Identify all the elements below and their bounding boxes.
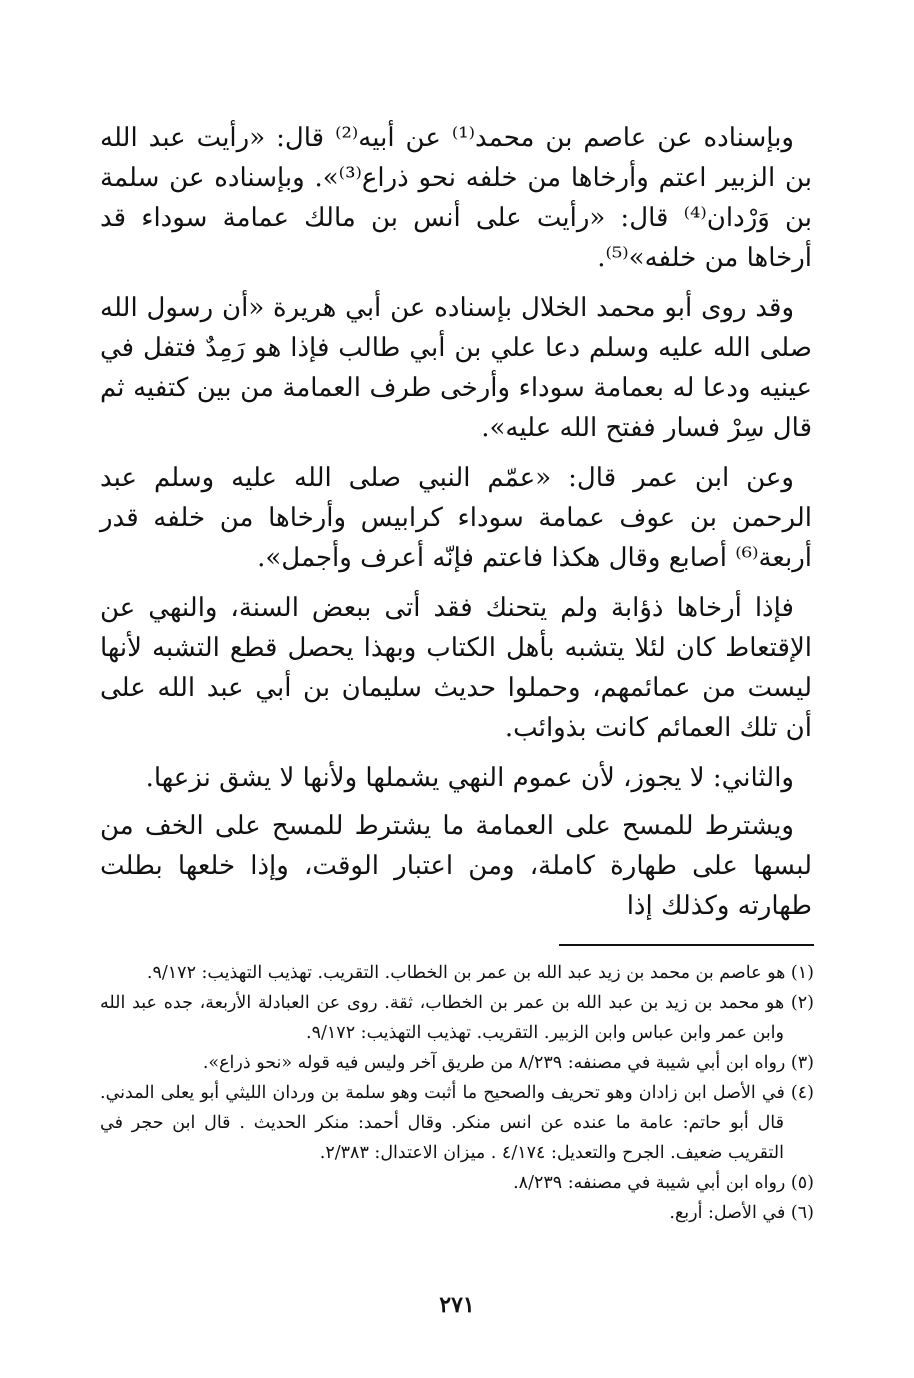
paragraph-5: والثاني: لا يجوز، لأن عموم النهي يشملها ولأنها لا يشق نزعها. — [145, 763, 794, 793]
page-number: ٢٧١ — [439, 1292, 475, 1318]
footnote-4: (٤) في الأصل ابن زادان وهو تحريف والصحيح ما أثبت وهو سلمة بن وردان الليثي أبو يعلى المدني. قال أبو حاتم: عامة ما عنده عن انس منكر. وقال أحمد: منكر الحديث . قال ابن حجر في التقريب ضعيف. الجرح والتعديل: ٤/١٧٤ . ميزان الاعتدال: ٢/٣٨٣. — [100, 1083, 814, 1163]
paragraph-2: وقد روى أبو محمد الخلال بإسناده عن أبي هريرة «أن رسول الله صلى الله عليه وسلم دعا علي بن أبي طالب فإذا هو رَمِدٌ فتفل في عينيه ودعا له بعمامة سوداء وأرخى طرف العمامة من بين كتفيه ثم قال سِرْ فسار ففتح الله عليه». — [100, 293, 812, 443]
footnote-6: (٦) في الأصل: أربع. — [669, 1203, 814, 1223]
footnote-separator — [559, 944, 814, 946]
footnote-1: (١) هو عاصم بن محمد بن زيد عبد الله بن عمر بن الخطاب. التقريب. تهذيب التهذيب: ٩/١٧٢. — [146, 963, 814, 983]
paragraph-6: ويشترط للمسح على العمامة ما يشترط للمسح على الخف من لبسها على طهارة كاملة، ومن اعتبار الوقت، وإذا خلعها بطلت طهارته وكذلك إذا — [100, 811, 812, 921]
footnotes — [100, 958, 814, 1228]
paragraph-1: وبإسناده عن عاصم بن محمد⁽¹⁾ عن أبيه⁽²⁾ قال: «رأيت عبد الله بن الزبير اعتم وأرخاها من خلفه نحو ذراع⁽³⁾». وبإسناده عن سلمة بن وَرْدان⁽⁴⁾ قال: «رأيت على أنس بن مالك عمامة سوداء قد أرخاها من خلفه»⁽⁵⁾. — [100, 123, 812, 273]
paragraph-3: وعن ابن عمر قال: «عمّم النبي صلى الله عليه وسلم عبد الرحمن بن عوف عمامة سوداء كرابيس وأرخاها من خلفه قدر أربعة⁽⁶⁾ أصابع وقال هكذا فاعتم فإنّه أعرف وأجمل». — [100, 463, 812, 573]
footnote-5: (٥) رواه ابن أبي شيبة في مصنفه: ٨/٢٣٩. — [513, 1173, 814, 1193]
paragraph-4: فإذا أرخاها ذؤابة ولم يتحنك فقد أتى ببعض السنة، والنهي عن الإقتعاط كان لئلا يتشبه بأهل الكتاب وبهذا يحصل قطع التشبه لأنها ليست من عمائمهم، وحملوا حديث سليمان بن أبي عبد الله على أن تلك العمائم كانت بذوائب. — [100, 593, 812, 743]
main-text — [100, 118, 812, 936]
footnote-2: (٢) هو محمد بن زيد بن عبد الله بن عمر بن الخطاب، ثقة. روى عن العبادلة الأربعة، جده عبد الله وابن عمر وابن عباس وابن الزبير. التقريب. تهذيب التهذيب: ٩/١٧٢. — [100, 993, 814, 1043]
footnote-3: (٣) رواه ابن أبي شيبة في مصنفه: ٨/٢٣٩ من طريق آخر وليس فيه قوله «نحو ذراع». — [202, 1053, 814, 1073]
